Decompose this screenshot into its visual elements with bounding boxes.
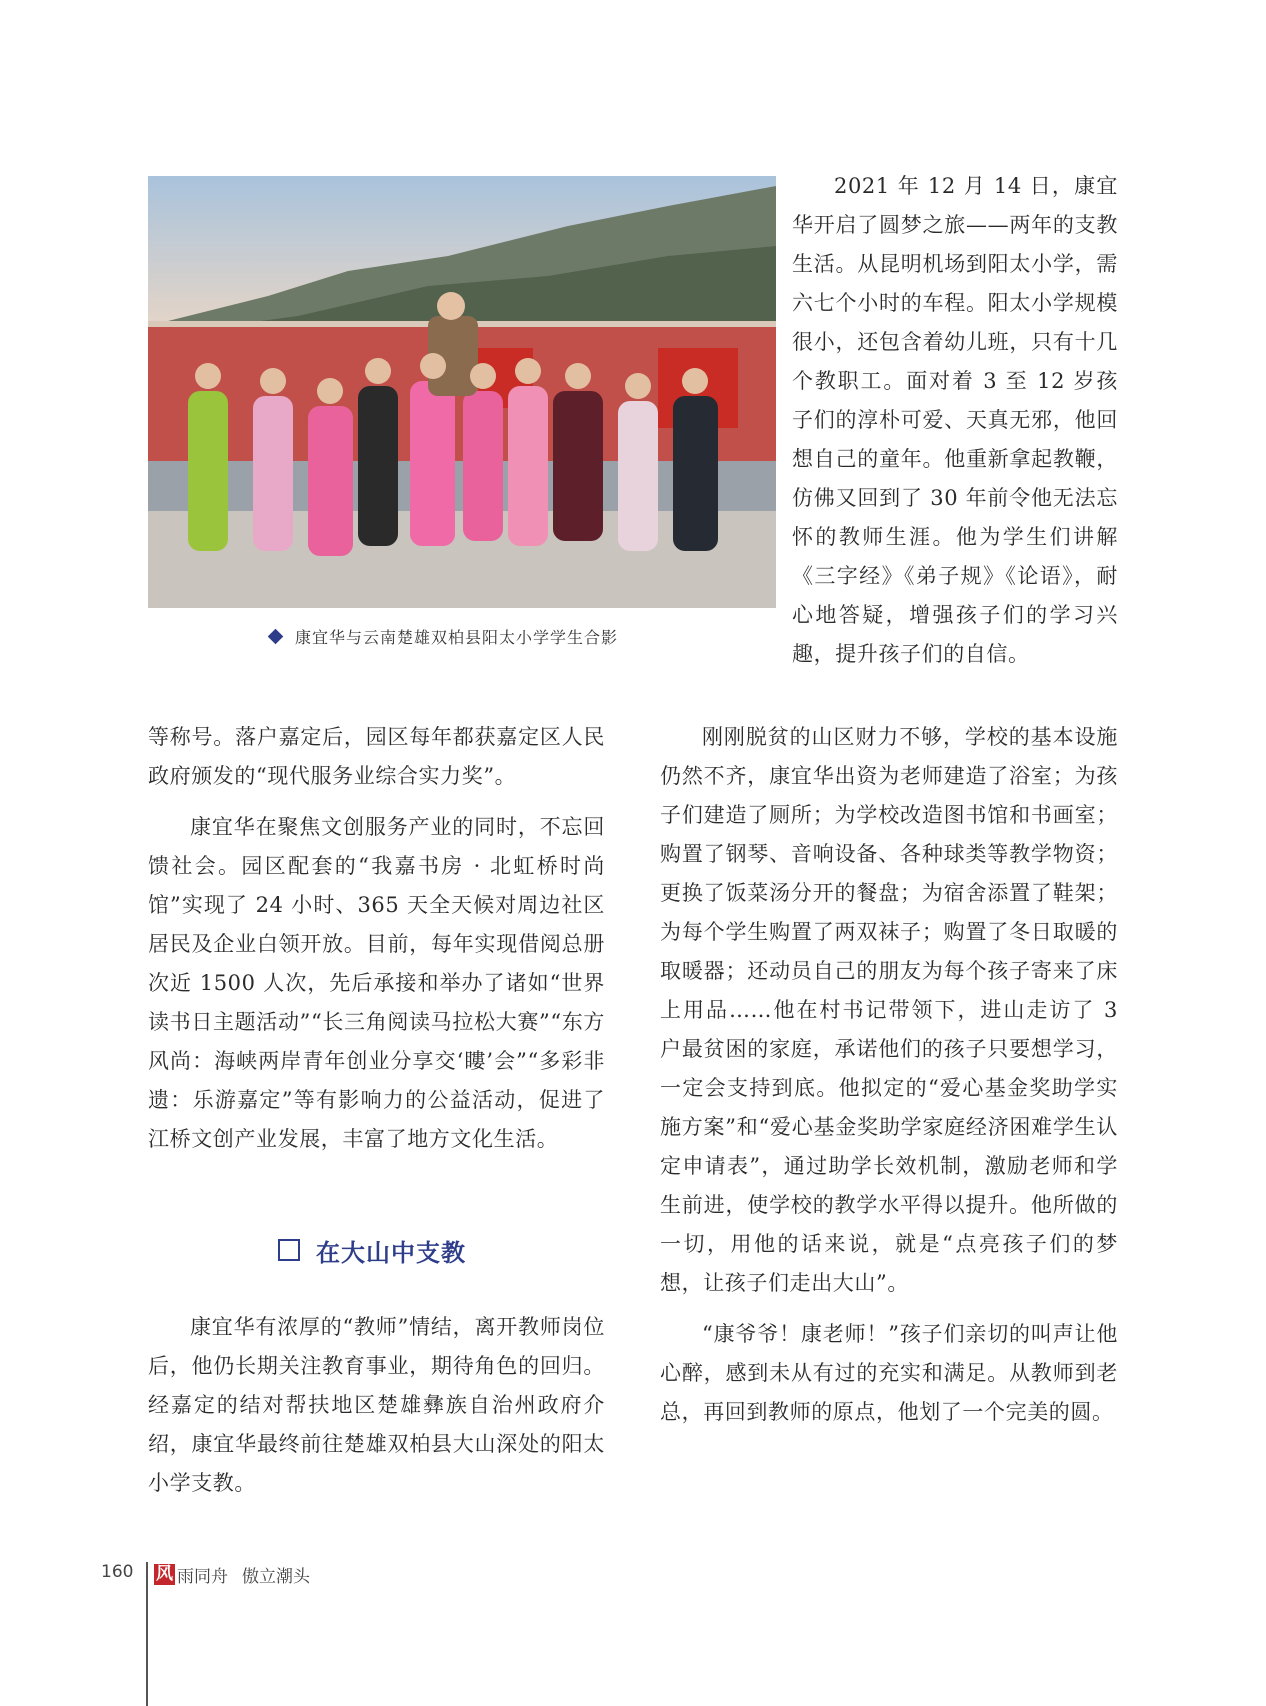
running-title	[154, 1562, 310, 1587]
article-column-right-top	[792, 167, 1118, 674]
running-title-part2: 傲立潮头	[242, 1567, 310, 1587]
footer-divider	[146, 1562, 148, 1706]
article-paragraph: 2021 年 12 月 14 日，康宜华开启了圆梦之旅——两年的支教生活。从昆明机场到阳太小学，需六七个小时的车程。阳太小学规模很小，还包含着幼儿班，只有十几个教职工。面对着 3 至 12 岁孩子们的淳朴可爱、天真无邪，他回想自己的童年。他重新拿起教鞭，仿佛又回到了 30 年前令他无法忘怀的教师生涯。他为学生们讲解《三字经》《弟子规》《论语》，耐心地答疑，增强孩子们的学习兴趣，提升孩子们的自信。	[792, 174, 1118, 666]
article-column-left-lower	[148, 1308, 605, 1503]
page-number: 160	[101, 1562, 134, 1582]
article-paragraph: “康爷爷！康老师！”孩子们亲切的叫声让他心醉，感到未从有过的充实和满足。从教师到老总，再回到教师的原点，他划了一个完美的圆。	[660, 1322, 1118, 1424]
article-column-right	[660, 718, 1118, 1432]
article-photo	[148, 176, 776, 608]
section-heading-text: 在大山中支教	[316, 1238, 466, 1267]
article-paragraph: 等称号。落户嘉定后，园区每年都获嘉定区人民政府颁发的“现代服务业综合实力奖”。	[148, 725, 605, 788]
square-bullet-icon	[278, 1239, 300, 1261]
brand-mark: 风	[156, 1564, 173, 1584]
article-paragraph: 康宜华有浓厚的“教师”情结，离开教师岗位后，他仍长期关注教育事业，期待角色的回归。经嘉定的结对帮扶地区楚雄彝族自治州政府介绍，康宜华最终前往楚雄双柏县大山深处的阳太小学支教。	[148, 1315, 605, 1495]
article-paragraph: 康宜华在聚焦文创服务产业的同时，不忘回馈社会。园区配套的“我嘉书房 · 北虹桥时尚馆”实现了 24 小时、365 天全天候对周边社区居民及企业白领开放。目前，每年实现借阅总册次近 1500 人次，先后承接和举办了诸如“世界读书日主题活动”“长三角阅读马拉松大赛”“东方风尚：海峡两岸青年创业分享交‘瞜’会”“多彩非遗：乐游嘉定”等有影响力的公益活动，促进了江桥文创产业发展，丰富了地方文化生活。	[148, 815, 605, 1151]
diamond-bullet-icon	[268, 629, 284, 645]
photo-caption-text: 康宜华与云南楚雄双柏县阳太小学学生合影	[295, 628, 619, 647]
article-paragraph: 刚刚脱贫的山区财力不够，学校的基本设施仍然不齐，康宜华出资为老师建造了浴室；为孩子们建造了厕所；为学校改造图书馆和书画室；购置了钢琴、音响设备、各种球类等教学物资；更换了饭菜汤分开的餐盘；为宿舍添置了鞋架；为每个学生购置了两双袜子；购置了冬日取暖的取暖器；还动员自己的朋友为每个孩子寄来了床上用品……他在村书记带领下，进山走访了 3 户最贫困的家庭，承诺他们的孩子只要想学习，一定会支持到底。他拟定的“爱心基金奖助学实施方案”和“爱心基金奖助学家庭经济困难学生认定申请表”，通过助学长效机制，激励老师和学生前进，使学校的教学水平得以提升。他所做的一切，用他的话来说，就是“点亮孩子们的梦想，让孩子们走出大山”。	[660, 725, 1118, 1295]
running-title-part1: 雨同舟	[177, 1567, 228, 1587]
article-column-left	[148, 718, 605, 1159]
section-heading	[278, 1230, 466, 1270]
group-photo-illustration	[148, 176, 776, 608]
photo-caption	[270, 622, 750, 654]
